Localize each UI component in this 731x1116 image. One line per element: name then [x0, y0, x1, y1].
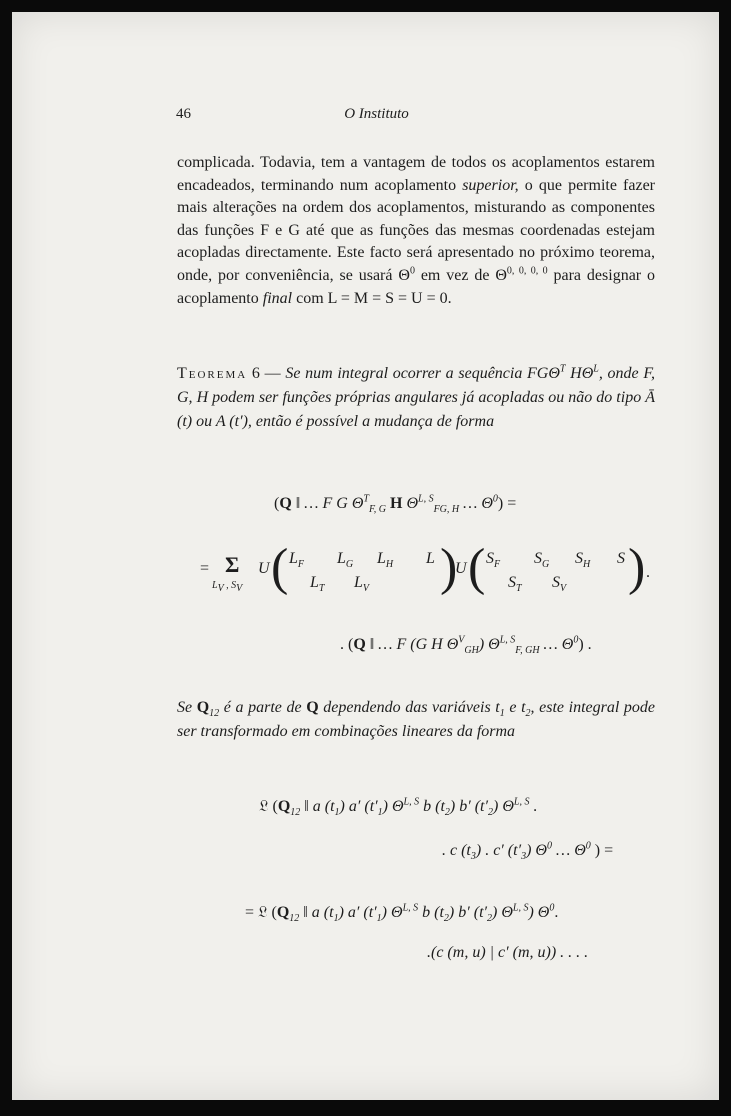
- eq4-l3-sub12: 12: [289, 913, 300, 925]
- p1-text-e: com L = M = S = U = 0.: [292, 289, 452, 307]
- para2-q12-sub: 12: [209, 708, 220, 720]
- eq3-b: ‖ … F (G H Θ: [365, 636, 459, 653]
- p1-superior: superior,: [462, 176, 519, 194]
- eq4-l3-sup-ls2: L, S: [512, 902, 529, 914]
- eq4-l1-sub1b: 1: [377, 807, 383, 819]
- eq4-l2-sup0: 0: [546, 840, 552, 852]
- eq4-l3-i: .: [554, 904, 559, 921]
- eq4-l3-h: ) Θ: [528, 904, 550, 921]
- running-head: O Instituto: [344, 106, 409, 122]
- eq4-l1-c: ) a′ (t′: [339, 798, 378, 815]
- eq2-u1: U: [258, 560, 270, 577]
- equation-4-line-1: [259, 796, 538, 819]
- m1-l: L: [426, 550, 435, 567]
- eq4-l3-sub1: 1: [333, 913, 339, 925]
- eq3-d: … Θ: [539, 636, 574, 653]
- eq4-l3-sup-ls: L, S: [402, 902, 419, 914]
- m1-lf: $L_F$: [289, 550, 305, 571]
- eq4-l3-sub2: 2: [443, 913, 449, 925]
- eq3-sub-fgh: F, GH: [515, 645, 540, 657]
- eq4-l1-h: .: [529, 798, 538, 815]
- p1-final: final: [262, 289, 293, 307]
- theorem-text-b: HΘ: [565, 365, 594, 382]
- para2-e: , este integral pode ser transformado em combinações lineares da forma: [177, 699, 656, 740]
- left-paren-2: (: [468, 539, 486, 596]
- para2-q12: Q: [196, 699, 210, 716]
- eq4-l3-sub2b: 2: [487, 913, 493, 925]
- left-paren-1: (: [271, 539, 289, 596]
- theorem-label: Teorema: [177, 365, 248, 382]
- theorem-sup-l: L: [593, 363, 599, 375]
- eq4-l3-c: ) a′ (t′: [338, 904, 377, 921]
- eq1-e: ) =: [497, 495, 517, 512]
- eq4-l2-sub3: 3: [470, 851, 476, 863]
- eq2-sum: Σ: [225, 552, 240, 577]
- equation-1: [274, 493, 517, 516]
- eq1-open: (: [274, 495, 280, 512]
- m2-s: S: [617, 550, 625, 567]
- eq4-l3-q: Q: [276, 904, 290, 921]
- eq1-c: Θ: [402, 495, 419, 512]
- eq4-l2-c: ) Θ: [526, 842, 547, 859]
- eq4-l1-sub12: 12: [290, 807, 301, 819]
- m2-sh: $S_H$: [575, 550, 591, 571]
- eq1-sup-0: 0: [492, 493, 498, 505]
- right-paren-2: ): [628, 539, 646, 596]
- eq4-l2-sub3b: 3: [521, 851, 527, 863]
- eq4-l2-sup0b: 0: [585, 840, 591, 852]
- eq1-d: … Θ: [459, 495, 493, 512]
- theorem-text-c: , onde F, G, H podem ser funções próprias angulares já acopladas ou não do tipo Ā (t) ou A (t′), então é possível a mudança de forma: [177, 365, 656, 430]
- m2-st: $S_T$: [508, 574, 522, 595]
- para2-d: e t: [504, 699, 526, 716]
- para2-a: Se: [177, 699, 197, 716]
- eq3-sub-gh: GH: [464, 645, 479, 657]
- eq3-a: . (: [340, 636, 354, 653]
- theorem-sup-t: T: [559, 363, 566, 375]
- eq4-l1-sup-ls2: L, S: [513, 796, 530, 808]
- eq4-l1-sup-ls: L, S: [403, 796, 420, 808]
- equation-4-line-2: [442, 840, 614, 863]
- p1-sup2: 0, 0, 0, 0: [506, 265, 548, 277]
- equation-4-line-3: [245, 902, 559, 925]
- m1-lv: $L_V$: [354, 574, 370, 595]
- equation-3: [340, 634, 592, 657]
- eq3-e: ) .: [578, 636, 592, 653]
- eq3-c: ) Θ: [478, 636, 500, 653]
- eq3-sup-0: 0: [573, 634, 579, 646]
- eq4-l1-sub1: 1: [334, 807, 340, 819]
- theorem-6: [177, 362, 655, 434]
- eq4-l2-b: ) . c′ (t′: [475, 842, 522, 859]
- eq4-l3-b: ‖ a (t: [299, 904, 334, 921]
- body-paragraph: [177, 152, 655, 310]
- eq3-q: Q: [353, 636, 366, 653]
- eq4-l1-sub2: 2: [444, 807, 450, 819]
- eq4-l1-sub2b: 2: [488, 807, 493, 819]
- eq4-l1-a: 𝔏 (: [259, 798, 278, 815]
- p1-text-c: em vez de Θ: [414, 266, 507, 284]
- page-number: 46: [176, 106, 191, 122]
- eq3-sup-v: V: [458, 634, 465, 646]
- m2-sg: $S_G$: [534, 550, 550, 571]
- eq4-l2-e: ) =: [590, 842, 614, 859]
- eq2-dot: .: [646, 564, 650, 581]
- para2-c: dependendo das variáveis t: [318, 699, 500, 716]
- eq2-equals: =: [200, 560, 210, 577]
- eq2-u2: U: [455, 560, 467, 577]
- equation-4-line-4: .(c (m, u) | c′ (m, u)) . . . .: [427, 944, 589, 961]
- eq4-l2-a: . c (t: [442, 842, 471, 859]
- p1-text-a: complicada. Todavia, tem a vantagem de todos os acoplamentos estarem encadeados, terminando num acoplamento: [177, 154, 655, 194]
- theorem-text-a: Se num integral ocorrer a sequência FGΘ: [285, 365, 560, 382]
- eq4-l1-d: ) Θ: [382, 798, 404, 815]
- eq4-l3-a: = 𝔏 (: [245, 904, 277, 921]
- eq1-sub-fgh: FG, H: [433, 504, 460, 516]
- eq4-l3-f: ) b′ (t′: [448, 904, 488, 921]
- p1-text-d: para designar o acoplamento: [177, 266, 656, 307]
- para2-t1-sub: 1: [499, 708, 505, 720]
- eq4-l3-sup0: 0: [549, 902, 555, 914]
- m2-sf: $S_F$: [486, 550, 501, 571]
- eq4-l1-b: ‖ a (t: [300, 798, 335, 815]
- m2-sv: $S_V$: [552, 574, 567, 595]
- theorem-number: 6: [251, 365, 260, 382]
- eq4-l3-d: ) Θ: [381, 904, 403, 921]
- eq1-h: H: [390, 495, 403, 512]
- eq1-sub-fg: F, G: [368, 504, 386, 516]
- eq4-l3-e: b (t: [418, 904, 444, 921]
- m1-lg: $L_G$: [337, 550, 354, 571]
- eq4-l1-g: ) Θ: [493, 798, 514, 815]
- paragraph-2: [177, 696, 655, 743]
- para2-q: Q: [306, 699, 319, 716]
- right-paren-1: ): [440, 539, 458, 596]
- para2-t2-sub: 2: [525, 708, 531, 720]
- eq4-l1-e: b (t: [419, 798, 445, 815]
- eq1-sup-t: T: [363, 493, 369, 505]
- p1-sup1: 0: [409, 265, 415, 277]
- eq2-sum-sub: $L_V$ , $S_V$: [212, 580, 243, 594]
- para2-b: é a parte de: [219, 699, 307, 716]
- eq4-l1-q: Q: [277, 798, 291, 815]
- eq1-sup-ls: L, S: [418, 493, 434, 505]
- eq1-b: ‖ … F G Θ: [291, 495, 364, 512]
- eq4-l1-f: ) b′ (t′: [449, 798, 488, 815]
- eq4-l3-g: ) Θ: [492, 904, 513, 921]
- p1-text-b: o que permite fazer mais alterações na ordem dos acoplamentos, misturando as componentes das funções F e G até que as funções das mesmas coordenadas estejam acopladas directamente. Este facto será apresentado no próximo teorema, onde, por conveniência, se usará Θ: [177, 176, 655, 284]
- eq3-sup-ls: L, S: [499, 634, 516, 646]
- eq4-l3-sub1b: 1: [376, 913, 382, 925]
- m1-lh: $L_H$: [377, 550, 394, 571]
- eq1-q: Q: [279, 495, 292, 512]
- theorem-dash: —: [259, 365, 286, 382]
- page: [12, 12, 719, 1100]
- eq4-l2-d: … Θ: [551, 842, 586, 859]
- m1-lt: $L_T$: [310, 574, 325, 595]
